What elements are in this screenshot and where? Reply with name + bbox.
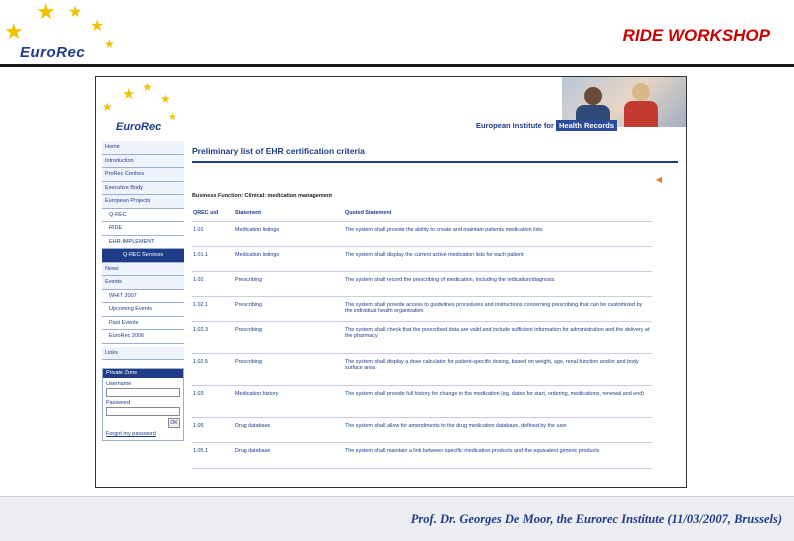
sidebar-item-whit-2007[interactable]: WHIT 2007: [102, 290, 184, 304]
table-row: [192, 354, 652, 386]
username-label: Username: [106, 381, 132, 387]
column-header-statement: Statement: [234, 205, 344, 222]
table-row: [192, 322, 652, 354]
cell-uid: 1.02.5: [192, 354, 234, 386]
sidebar-item-ride[interactable]: RIDE: [102, 222, 184, 236]
star-icon: ★: [36, 0, 56, 25]
slide-title: RIDE WORKSHOP: [622, 26, 770, 45]
sidebar-item-executive-body[interactable]: Executive Body: [102, 182, 184, 196]
sidebar-item-eurorec-2006[interactable]: EuroRec 2006: [102, 330, 184, 344]
sidebar-item-q-rec-services[interactable]: Q-REC Services: [102, 249, 184, 263]
sidebar-item-european-projects[interactable]: European Projects: [102, 195, 184, 209]
table-row: [192, 443, 652, 469]
star-icon: ★: [102, 100, 113, 114]
column-header-uid: QREC uid: [192, 205, 234, 222]
business-function-label: Business Function: Clinical: medication management: [192, 193, 332, 199]
eurorec-slide-logo: [0, 0, 130, 66]
column-header-quoted-statement: Quoted Statement: [344, 205, 652, 222]
slide-footer: Prof. Dr. Georges De Moor, the Eurorec Institute (11/03/2007, Brussels): [410, 512, 782, 526]
cell-quoted-statement: The system shall allow for amendments to the drug medication database, defined by the user: [344, 418, 652, 443]
sidebar-item-links[interactable]: Links: [102, 347, 184, 361]
site-logo[interactable]: EuroRec: [116, 121, 162, 133]
cell-statement: Prescribing: [234, 297, 344, 322]
table-row: [192, 272, 652, 297]
cell-statement: Drug database: [234, 443, 344, 469]
cell-statement: Medication listings: [234, 222, 344, 247]
sidebar: [102, 141, 184, 437]
table-row: [192, 222, 652, 247]
private-zone: [102, 368, 184, 441]
cell-quoted-statement: The system shall check that the prescribed data are valid and include sufficient information for administration and the delivery at the pharmacy: [344, 322, 652, 354]
cell-statement: Prescribing: [234, 354, 344, 386]
password-label: Password: [106, 400, 131, 406]
cell-statement: Medication listings: [234, 247, 344, 272]
sidebar-item-events[interactable]: Events: [102, 276, 184, 290]
banner-caption-prefix: European Institute for: [476, 121, 554, 130]
cell-quoted-statement: The system shall record the prescribing of medication, including the indication/diagnosis: [344, 272, 652, 297]
sidebar-item-home[interactable]: Home: [102, 141, 184, 155]
sidebar-item-news[interactable]: News: [102, 263, 184, 277]
banner-caption: [476, 121, 617, 130]
cell-quoted-statement: The system shall display the current active medication lists for each patient: [344, 247, 652, 272]
cell-uid: 1.02.3: [192, 322, 234, 354]
cell-statement: Prescribing: [234, 322, 344, 354]
slide-logo-text: EuroRec: [20, 44, 86, 61]
sidebar-item-prorec-centres[interactable]: ProRec Centres: [102, 168, 184, 182]
cell-uid: 1.01: [192, 222, 234, 247]
cell-quoted-statement: The system shall display a dose calculator for patient-specific dosing, based on weight, age, renal function and/or and body surface area: [344, 354, 652, 386]
cell-uid: 1.03: [192, 386, 234, 418]
cell-uid: 1.05.1: [192, 443, 234, 469]
cell-quoted-statement: The system shall provide full history for change in the medication (eg. dates for start, ordering, medications, renewal and end): [344, 386, 652, 418]
star-icon: ★: [104, 37, 115, 51]
cell-quoted-statement: The system shall provide access to guidelines procedures and instructions concerning prescribing that can be customized by the individual health organisation: [344, 297, 652, 322]
table-row: [192, 247, 652, 272]
table-header-row: [192, 205, 652, 222]
username-field[interactable]: [106, 388, 180, 397]
header-divider: [0, 64, 794, 67]
cell-uid: 1.05: [192, 418, 234, 443]
star-icon: ★: [160, 92, 171, 106]
cell-uid: 1.01.1: [192, 247, 234, 272]
star-icon: ★: [90, 16, 105, 35]
cell-quoted-statement: The system shall provide the ability to create and maintain patients medication lists: [344, 222, 652, 247]
website-screenshot: [95, 76, 687, 488]
sidebar-item-past-events[interactable]: Past Events: [102, 317, 184, 331]
criteria-table: [192, 205, 652, 469]
main-content: [192, 141, 678, 487]
table-row: [192, 418, 652, 443]
site-banner: [96, 77, 686, 139]
sidebar-item-upcoming-events[interactable]: Upcoming Events: [102, 303, 184, 317]
cell-quoted-statement: The system shall maintain a link between specific medication products and the equivalent generic products: [344, 443, 652, 469]
private-zone-header: Private Zone: [103, 369, 183, 378]
page-title: Preliminary list of EHR certification criteria: [192, 141, 678, 163]
forgot-password-link[interactable]: Forgot my password: [106, 431, 156, 437]
cell-statement: Prescribing: [234, 272, 344, 297]
cell-uid: 1.02: [192, 272, 234, 297]
table-row: [192, 386, 652, 418]
star-icon: ★: [142, 80, 153, 94]
cell-statement: Drug database: [234, 418, 344, 443]
star-icon: ★: [68, 2, 83, 21]
back-arrow-icon[interactable]: ◀: [655, 175, 662, 184]
sidebar-nav: [102, 141, 184, 360]
login-ok-button[interactable]: OK: [168, 418, 180, 428]
star-icon: ★: [168, 112, 177, 123]
sidebar-item-ehr-implement[interactable]: EHR-IMPLEMENT: [102, 236, 184, 250]
star-icon: ★: [4, 20, 24, 45]
cell-statement: Medication history: [234, 386, 344, 418]
password-field[interactable]: [106, 407, 180, 416]
star-icon: ★: [122, 85, 136, 103]
sidebar-item-q-rec[interactable]: Q-REC: [102, 209, 184, 223]
cell-uid: 1.02.1: [192, 297, 234, 322]
table-row: [192, 297, 652, 322]
sidebar-item-introduction[interactable]: Introduction: [102, 155, 184, 169]
banner-caption-highlight: Health Records: [556, 120, 617, 131]
